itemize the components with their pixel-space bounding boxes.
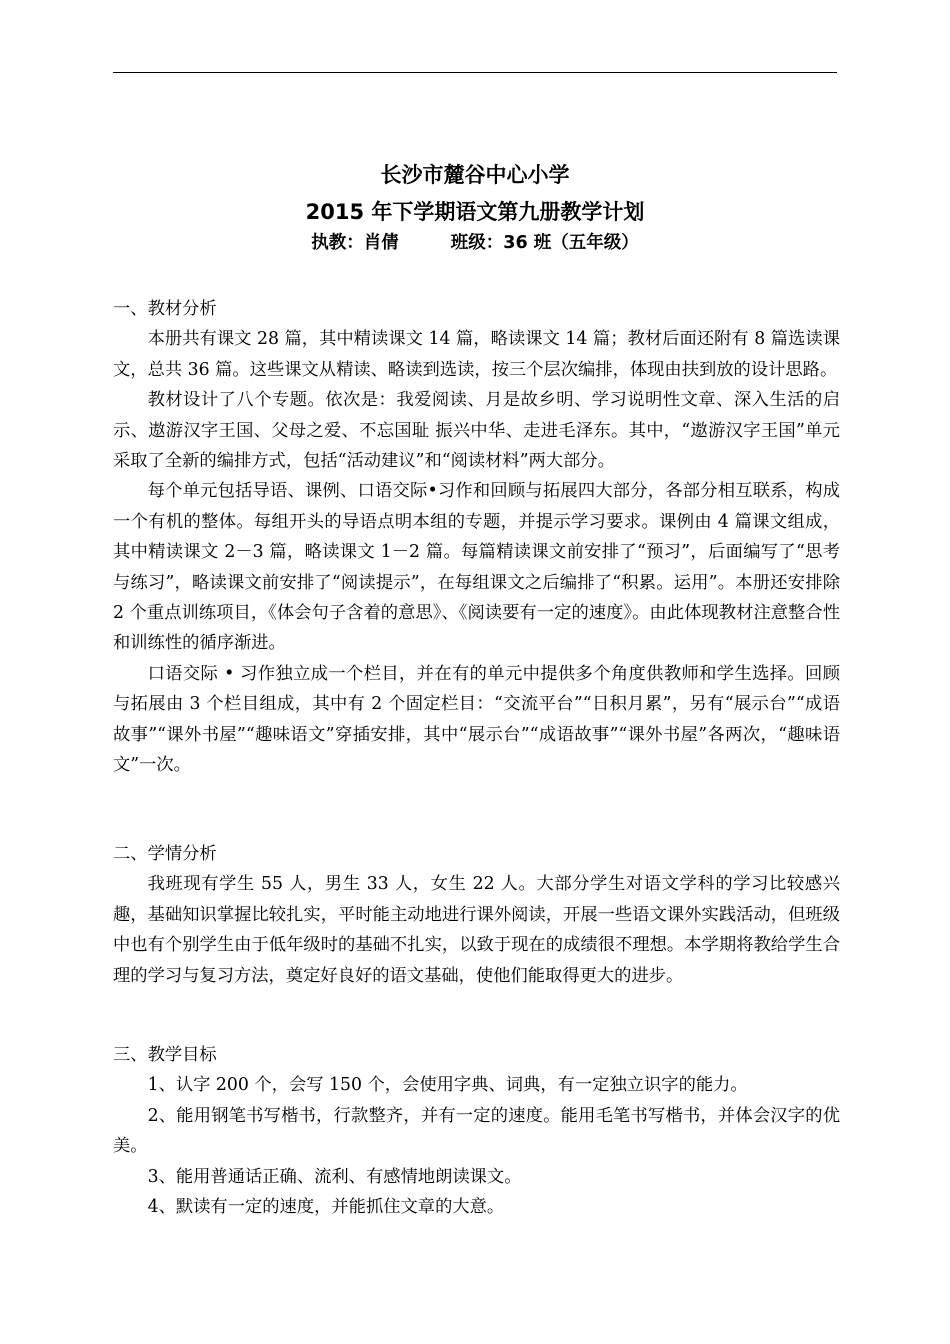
section-textbook-analysis xyxy=(113,294,840,781)
teacher-label: 执教：肖倩 xyxy=(311,233,399,253)
goal-item: 1、认字 200 个，会写 150 个，会使用字典、词典，有一定独立识字的能力。 xyxy=(147,1075,748,1096)
byline xyxy=(0,229,950,257)
section-student-analysis xyxy=(113,839,840,991)
paragraph: 本册共有课文 28 篇，其中精读课文 14 篇，略读课文 14 篇；教材后面还附有 8 篇选读课文，总共 36 篇。这些课文从精读、略读到选读，按三个层次编排，体现由扶到放的设计思路。 xyxy=(113,329,840,380)
goal-item: 4、默读有一定的速度，并能抓住文章的大意。 xyxy=(147,1197,505,1218)
school-name: 长沙市麓谷中心小学 xyxy=(380,163,570,187)
goal-item: 2、能用钢笔书写楷书，行款整齐，并有一定的速度。能用毛笔书写楷书，并体会汉字的优美。 xyxy=(113,1105,840,1157)
section-heading: 三、教学目标 xyxy=(113,1045,217,1065)
section-teaching-goals xyxy=(113,1040,840,1222)
goal-item: 3、能用普通话正确、流利、有感情地朗读课文。 xyxy=(147,1166,522,1187)
section-heading: 二、学情分析 xyxy=(113,844,217,864)
paragraph: 教材设计了八个专题。依次是：我爱阅读、月是故乡明、学习说明性文章、深入生活的启示、遨游汉字王国、父母之爱、不忘国耻 振兴中华、走进毛泽东。其中，“遨游汉字王国”单元采取了全新的编排方式，包括“活动建议”和“阅读材料”两大部分。 xyxy=(113,390,840,472)
header-rule xyxy=(113,72,837,73)
plan-title: 2015 年下学期语文第九册教学计划 xyxy=(305,200,645,224)
paragraph: 我班现有学生 55 人，男生 33 人，女生 22 人。大部分学生对语文学科的学习比较感兴趣，基础知识掌握比较扎实，平时能主动地进行课外阅读，开展一些语文课外实践活动，但班级中也有个别学生由于低年级时的基础不扎实，以致于现在的成绩很不理想。本学期将教给学生合理的学习与复习方法，奠定好良好的语文基础，使他们能取得更大的进步。 xyxy=(113,874,840,986)
paragraph: 每个单元包括导语、课例、口语交际•习作和回顾与拓展四大部分，各部分相互联系，构成一个有机的整体。每组开头的导语点明本组的专题，并提示学习要求。课例由 4 篇课文组成，其中精读课文 2－3 篇，略读课文 1－2 篇。每篇精读课文前安排了“预习”，后面编写了“思考与练习”，略读课文前安排了“阅读提示”，在每组课文之后编排了“积累。运用”。本册还安排除 2 个重点训练项目，《体会句子含着的意思》、《阅读要有一定的速度》。由此体现教材注意整合性和训练性的循序渐进。 xyxy=(113,481,840,654)
class-label: 班级：36 班（五年级） xyxy=(450,233,639,253)
section-heading: 一、教材分析 xyxy=(113,299,217,319)
paragraph: 口语交际 • 习作独立成一个栏目，并在有的单元中提供多个角度供教师和学生选择。回顾与拓展由 3 个栏目组成，其中有 2 个固定栏目：“交流平台”“日积月累”，另有“展示台”“成语故事”“课外书屋”“趣味语文”穿插安排，其中“展示台”“成语故事”“课外书屋”各两次，“趣味语文”一次。 xyxy=(113,663,840,776)
